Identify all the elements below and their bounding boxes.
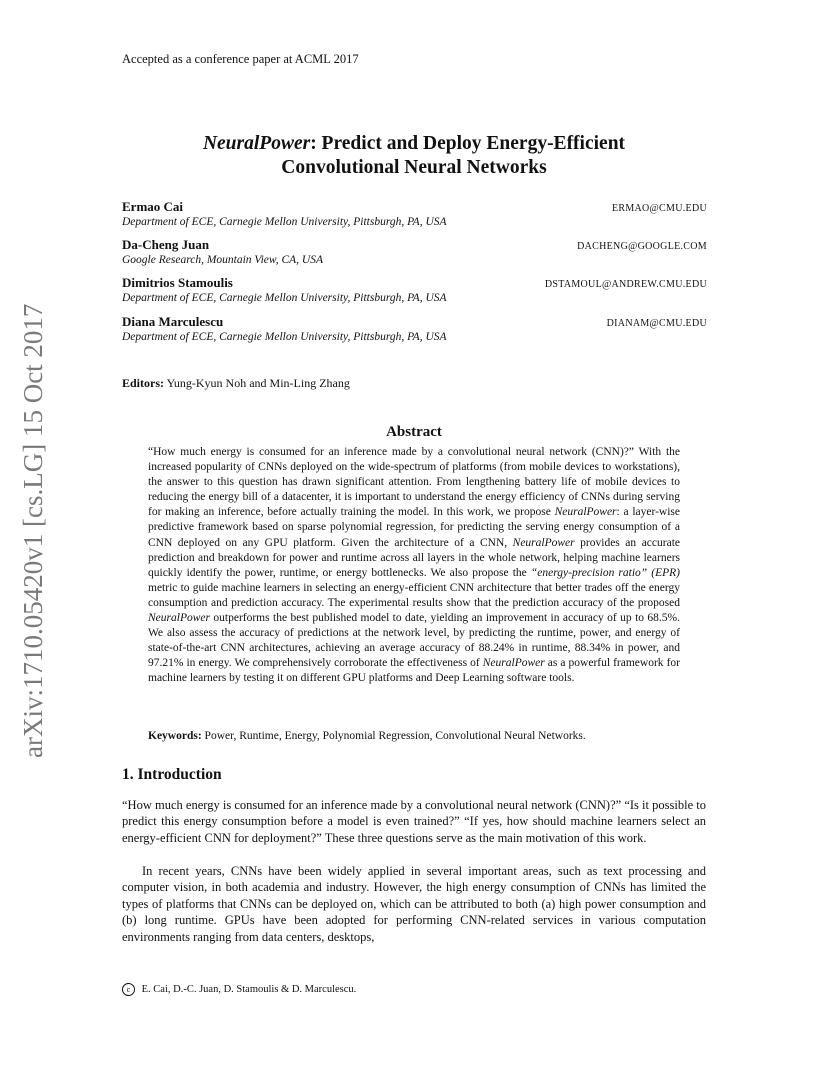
arxiv-stamp: arXiv:1710.05420v1 [cs.LG] 15 Oct 2017 [18,303,48,758]
author-affiliation: Department of ECE, Carnegie Mellon University, Pittsburgh, PA, USA [122,292,447,304]
title-italic: NeuralPower [202,133,311,154]
editors-label: Editors: [122,376,164,390]
author-email[interactable]: DIANAM@CMU.EDU [606,318,707,329]
header-note: Accepted as a conference paper at ACML 2017 [122,52,359,66]
abstract-emphasis: “energy-precision ratio” (EPR) [530,566,680,579]
abstract-heading: Abstract [386,424,442,440]
abstract-emphasis: NeuralPower [512,536,575,549]
author-name: Ermao Cai [122,199,184,214]
copyright-footer [122,983,356,996]
intro-paragraph: In recent years, CNNs have been widely applied in several important areas, such as text processing and computer vision, in both academia and industry. However, the high energy consumption of CNNs has limited the types of platforms that CNNs can be deployed on, which can be attributed to both (a) high power consumption and (b) long runtime. GPUs have been adopted for performing CNN-related services in various computation environments ranging from data centers, desktops, [122,864,706,944]
abstract-text: provides an accurate prediction and breakdown for power and runtime across all layers in the whole network, helping machine learners quickly identify the power, runtime, or energy bottlenecks. We also propose the [148,536,680,579]
intro-paragraph: “How much energy is consumed for an inference made by a convolutional neural network (CNN)?” “Is it possible to predict this energy consumption before a model is even trained?” “If yes, how should machine learners select an energy-efficient CNN for deployment?” These three questions serve as the main motivation of this work. [122,798,706,845]
abstract-emphasis: NeuralPower [148,612,210,625]
title-line2: Convolutional Neural Networks [281,157,547,178]
author-email[interactable]: ERMAO@CMU.EDU [611,203,707,214]
author-affiliation: Department of ECE, Carnegie Mellon University, Pittsburgh, PA, USA [122,216,447,228]
author-name: Diana Marculescu [122,314,224,329]
title-line1-rest: : Predict and Deploy Energy-Efficient [310,133,626,154]
abstract-body [148,445,680,687]
abstract-text: “How much energy is consumed for an inference made by a convolutional neural network (CNN)?” With the increased popularity of CNNs deployed on the wide-spectrum of platforms (from mobile devices to workstations), the answer to this question has drawn significant attention. From lengthening battery life of mobile devices to reducing the energy bill of a datacenter, it is important to understand the energy efficiency of CNNs during serving for making an inference, before actually training the model. In this work, we propose [148,446,680,519]
keywords-text: Power, Runtime, Energy, Polynomial Regression, Convolutional Neural Networks. [204,730,586,742]
abstract-emphasis: NeuralPower [482,657,545,670]
abstract-text: metric to guide machine learners in selecting an energy-efficient CNN architecture that better trades off the energy consumption and prediction accuracy. The experimental results show that the prediction accuracy of the proposed [148,581,680,609]
copyright-text: E. Cai, D.-C. Juan, D. Stamoulis & D. Marculescu. [141,983,357,995]
editors-line [122,376,350,391]
author-email[interactable]: DACHENG@GOOGLE.COM [577,241,707,252]
paper-title [100,132,728,180]
section-heading-introduction: 1. Introduction [122,766,222,783]
keywords-line [148,730,688,742]
abstract-text: outperforms the best published model to date, yielding an improvement in accuracy of up to 68.5%. We also assess the accuracy of predictions at the network level, by predicting the runtime, power, and energy of state-of-the-art CNN architectures, achieving an average accuracy of 88.24% in runtime, 88.34% in power, and 97.21% in energy. We comprehensively corroborate the effectiveness of [148,612,680,670]
author-affiliation: Google Research, Mountain View, CA, USA [122,254,323,266]
copyright-icon: c [122,983,135,996]
author-affiliation: Department of ECE, Carnegie Mellon University, Pittsburgh, PA, USA [122,331,447,343]
abstract-emphasis: NeuralPower [554,506,617,519]
keywords-label: Keywords: [148,730,202,742]
editors-names: Yung-Kyun Noh and Min-Ling Zhang [166,376,350,390]
abstract-text: : a layer-wise predictive framework based on sparse polynomial regression, for predicting the serving energy consumption of a CNN deployed on any GPU platform. Given the architecture of a CNN, [148,506,680,549]
author-email[interactable]: DSTAMOUL@ANDREW.CMU.EDU [544,279,707,290]
author-name: Dimitrios Stamoulis [122,275,233,290]
author-name: Da-Cheng Juan [122,237,210,252]
abstract-text: as a powerful framework for machine learners by testing it on different GPU platforms and Deep Learning software tools. [148,657,680,685]
